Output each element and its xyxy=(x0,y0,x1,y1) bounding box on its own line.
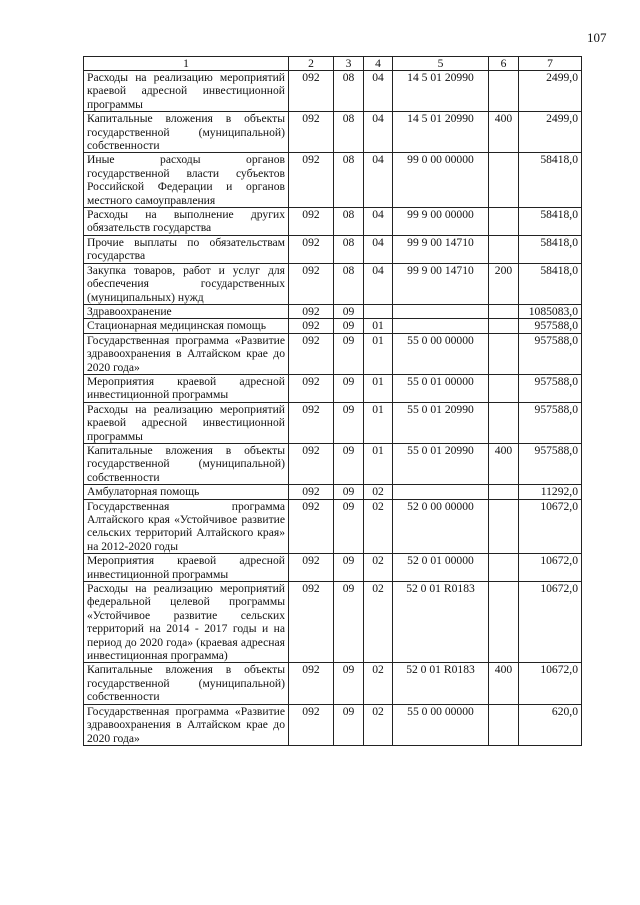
row-code-article: 52 0 01 R0183 xyxy=(393,582,489,663)
row-name: Капитальные вложения в объекты государственной (муниципальной) собственности xyxy=(84,443,289,484)
row-code-article: 52 0 01 R0183 xyxy=(393,663,489,704)
row-name: Расходы на реализацию мероприятий краевой адресной инвестиционной программы xyxy=(84,71,289,112)
table-row xyxy=(84,374,582,402)
row-code-article: 99 9 00 00000 xyxy=(393,208,489,236)
table-row xyxy=(84,235,582,263)
row-name: Мероприятия краевой адресной инвестиционной программы xyxy=(84,554,289,582)
row-code-expense-type xyxy=(489,319,519,333)
table-row xyxy=(84,112,582,153)
row-code-ministry: 092 xyxy=(289,374,334,402)
row-code-expense-type xyxy=(489,71,519,112)
row-code-expense-type xyxy=(489,208,519,236)
row-code-ministry: 092 xyxy=(289,402,334,443)
row-name: Государственная программа Алтайского края «Устойчивое развитие сельских территорий Алтайского края» на 2012-2020 годы xyxy=(84,499,289,554)
row-code-article: 14 5 01 20990 xyxy=(393,71,489,112)
row-name: Мероприятия краевой адресной инвестиционной программы xyxy=(84,374,289,402)
table-row xyxy=(84,208,582,236)
row-code-expense-type xyxy=(489,153,519,208)
row-code-ministry: 092 xyxy=(289,71,334,112)
row-amount: 11292,0 xyxy=(519,485,582,499)
row-code-ministry: 092 xyxy=(289,304,334,318)
column-header: 6 xyxy=(489,57,519,71)
row-code-article: 55 0 01 00000 xyxy=(393,374,489,402)
row-code-ministry: 092 xyxy=(289,333,334,374)
row-code-subsection: 04 xyxy=(364,263,393,304)
table-row xyxy=(84,582,582,663)
row-code-expense-type xyxy=(489,499,519,554)
row-code-section: 08 xyxy=(334,153,364,208)
row-code-section: 08 xyxy=(334,263,364,304)
row-code-article: 14 5 01 20990 xyxy=(393,112,489,153)
row-code-ministry: 092 xyxy=(289,112,334,153)
table-row xyxy=(84,499,582,554)
row-code-expense-type: 400 xyxy=(489,112,519,153)
row-code-article: 99 0 00 00000 xyxy=(393,153,489,208)
column-header: 4 xyxy=(364,57,393,71)
row-code-section: 09 xyxy=(334,554,364,582)
table-row xyxy=(84,704,582,745)
row-code-expense-type xyxy=(489,235,519,263)
row-code-subsection: 04 xyxy=(364,112,393,153)
row-amount: 957588,0 xyxy=(519,319,582,333)
row-amount: 2499,0 xyxy=(519,71,582,112)
column-header: 5 xyxy=(393,57,489,71)
row-amount: 957588,0 xyxy=(519,333,582,374)
row-code-subsection: 01 xyxy=(364,443,393,484)
row-amount: 957588,0 xyxy=(519,374,582,402)
table-row xyxy=(84,402,582,443)
row-code-section: 09 xyxy=(334,582,364,663)
budget-table xyxy=(83,56,582,746)
row-code-subsection: 04 xyxy=(364,208,393,236)
row-code-subsection: 01 xyxy=(364,402,393,443)
column-header: 3 xyxy=(334,57,364,71)
row-name: Капитальные вложения в объекты государственной (муниципальной) собственности xyxy=(84,112,289,153)
row-code-section: 09 xyxy=(334,663,364,704)
column-header: 1 xyxy=(84,57,289,71)
row-code-ministry: 092 xyxy=(289,263,334,304)
row-name: Расходы на реализацию мероприятий федеральной целевой программы «Устойчивое развитие сельских территорий на 2014 - 2017 годы и на период до 2020 года» (краевая адресная инвестиционная программа) xyxy=(84,582,289,663)
row-code-section: 09 xyxy=(334,319,364,333)
row-code-section: 08 xyxy=(334,71,364,112)
row-name: Стационарная медицинская помощь xyxy=(84,319,289,333)
page-number: 107 xyxy=(587,30,607,45)
row-code-expense-type xyxy=(489,554,519,582)
row-code-subsection: 04 xyxy=(364,235,393,263)
row-name: Капитальные вложения в объекты государственной (муниципальной) собственности xyxy=(84,663,289,704)
row-code-section: 09 xyxy=(334,374,364,402)
row-amount: 10672,0 xyxy=(519,499,582,554)
row-name: Расходы на выполнение других обязательств государства xyxy=(84,208,289,236)
row-code-ministry: 092 xyxy=(289,704,334,745)
row-code-ministry: 092 xyxy=(289,319,334,333)
row-amount: 58418,0 xyxy=(519,263,582,304)
row-amount: 957588,0 xyxy=(519,402,582,443)
row-code-subsection: 02 xyxy=(364,554,393,582)
row-code-article: 55 0 01 20990 xyxy=(393,443,489,484)
row-name: Расходы на реализацию мероприятий краевой адресной инвестиционной программы xyxy=(84,402,289,443)
row-code-section: 09 xyxy=(334,443,364,484)
row-amount: 58418,0 xyxy=(519,235,582,263)
row-amount: 58418,0 xyxy=(519,208,582,236)
row-amount: 620,0 xyxy=(519,704,582,745)
row-amount: 10672,0 xyxy=(519,554,582,582)
row-amount: 1085083,0 xyxy=(519,304,582,318)
row-code-article: 55 0 01 20990 xyxy=(393,402,489,443)
row-amount: 10672,0 xyxy=(519,663,582,704)
table-row xyxy=(84,71,582,112)
row-code-section: 08 xyxy=(334,112,364,153)
row-code-ministry: 092 xyxy=(289,235,334,263)
row-code-ministry: 092 xyxy=(289,554,334,582)
row-code-article: 99 9 00 14710 xyxy=(393,235,489,263)
row-code-expense-type: 400 xyxy=(489,443,519,484)
row-code-subsection: 04 xyxy=(364,71,393,112)
row-name: Прочие выплаты по обязательствам государства xyxy=(84,235,289,263)
column-header: 7 xyxy=(519,57,582,71)
table-row xyxy=(84,333,582,374)
row-code-article: 99 9 00 14710 xyxy=(393,263,489,304)
row-code-expense-type xyxy=(489,333,519,374)
row-code-subsection: 02 xyxy=(364,499,393,554)
table-row xyxy=(84,485,582,499)
header-row xyxy=(84,57,582,71)
table-row xyxy=(84,153,582,208)
row-code-subsection: 02 xyxy=(364,663,393,704)
row-code-subsection: 01 xyxy=(364,333,393,374)
row-code-article: 55 0 00 00000 xyxy=(393,333,489,374)
row-code-section: 09 xyxy=(334,485,364,499)
row-code-subsection xyxy=(364,304,393,318)
row-name: Иные расходы органов государственной власти субъектов Российской Федерации и органов местного самоуправления xyxy=(84,153,289,208)
row-code-ministry: 092 xyxy=(289,499,334,554)
row-code-ministry: 092 xyxy=(289,208,334,236)
row-name: Здравоохранение xyxy=(84,304,289,318)
row-code-section: 09 xyxy=(334,402,364,443)
row-code-subsection: 04 xyxy=(364,153,393,208)
row-code-section: 09 xyxy=(334,304,364,318)
row-amount: 10672,0 xyxy=(519,582,582,663)
column-header: 2 xyxy=(289,57,334,71)
row-code-section: 08 xyxy=(334,208,364,236)
row-code-expense-type xyxy=(489,704,519,745)
row-code-ministry: 092 xyxy=(289,582,334,663)
row-code-article xyxy=(393,485,489,499)
table-row xyxy=(84,443,582,484)
table-row xyxy=(84,263,582,304)
table-row xyxy=(84,663,582,704)
row-code-expense-type: 400 xyxy=(489,663,519,704)
table-row xyxy=(84,319,582,333)
row-amount: 957588,0 xyxy=(519,443,582,484)
table-row xyxy=(84,304,582,318)
row-code-ministry: 092 xyxy=(289,443,334,484)
row-code-expense-type: 200 xyxy=(489,263,519,304)
row-code-ministry: 092 xyxy=(289,153,334,208)
row-code-article xyxy=(393,319,489,333)
row-code-subsection: 02 xyxy=(364,582,393,663)
row-code-ministry: 092 xyxy=(289,485,334,499)
row-code-subsection: 02 xyxy=(364,704,393,745)
row-code-expense-type xyxy=(489,485,519,499)
row-name: Государственная программа «Развитие здравоохранения в Алтайском крае до 2020 года» xyxy=(84,704,289,745)
row-code-expense-type xyxy=(489,582,519,663)
row-code-expense-type xyxy=(489,304,519,318)
row-name: Амбулаторная помощь xyxy=(84,485,289,499)
row-code-section: 09 xyxy=(334,499,364,554)
row-code-subsection: 01 xyxy=(364,374,393,402)
row-code-expense-type xyxy=(489,374,519,402)
row-code-section: 09 xyxy=(334,333,364,374)
row-code-article: 55 0 00 00000 xyxy=(393,704,489,745)
row-name: Государственная программа «Развитие здравоохранения в Алтайском крае до 2020 года» xyxy=(84,333,289,374)
row-name: Закупка товаров, работ и услуг для обеспечения государственных (муниципальных) нужд xyxy=(84,263,289,304)
row-code-subsection: 02 xyxy=(364,485,393,499)
row-code-expense-type xyxy=(489,402,519,443)
row-code-article: 52 0 01 00000 xyxy=(393,554,489,582)
row-code-ministry: 092 xyxy=(289,663,334,704)
row-code-section: 09 xyxy=(334,704,364,745)
row-code-article xyxy=(393,304,489,318)
row-amount: 58418,0 xyxy=(519,153,582,208)
row-amount: 2499,0 xyxy=(519,112,582,153)
row-code-subsection: 01 xyxy=(364,319,393,333)
row-code-article: 52 0 00 00000 xyxy=(393,499,489,554)
table-row xyxy=(84,554,582,582)
row-code-section: 08 xyxy=(334,235,364,263)
